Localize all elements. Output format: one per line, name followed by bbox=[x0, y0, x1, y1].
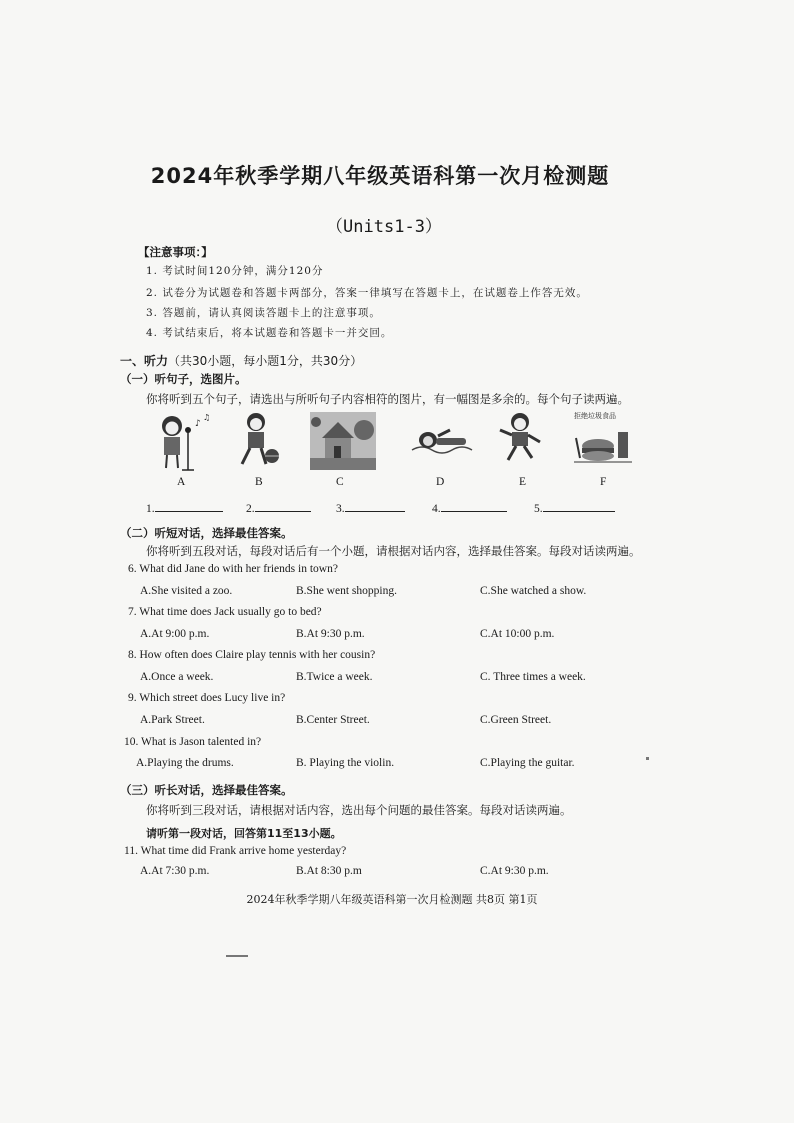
option-c[interactable]: C.She watched a show. bbox=[480, 585, 587, 597]
swimmer-icon bbox=[408, 408, 478, 472]
option-a[interactable]: A.Park Street. bbox=[140, 714, 205, 726]
answer-blank-4[interactable]: 4. bbox=[432, 499, 507, 515]
notice-item: 1. 考试时间120分钟，满分120分 bbox=[146, 265, 324, 277]
option-a[interactable]: A.At 7:30 p.m. bbox=[140, 865, 210, 877]
picture-letter: F bbox=[600, 476, 607, 488]
option-c[interactable]: C.Green Street. bbox=[480, 714, 552, 726]
answer-blank-5[interactable]: 5. bbox=[534, 499, 615, 515]
option-b[interactable]: B.At 8:30 p.m bbox=[296, 865, 362, 877]
picture-letter: C bbox=[336, 476, 344, 488]
picture-letter: A bbox=[177, 476, 186, 488]
picture-letter: D bbox=[436, 476, 445, 488]
part-1-title: （一）听句子，选图片。 bbox=[120, 372, 247, 386]
boy-basketball-icon bbox=[228, 408, 298, 472]
answer-blank-1[interactable]: 1. bbox=[146, 499, 223, 515]
question-6: 6. What did Jane do with her friends in town? bbox=[128, 563, 338, 575]
question-9: 9. Which street does Lucy live in? bbox=[128, 692, 286, 704]
option-b[interactable]: B.At 9:30 p.m. bbox=[296, 628, 365, 640]
notice-heading: 【注意事项：】 bbox=[138, 245, 213, 259]
option-a[interactable]: A.Once a week. bbox=[140, 671, 214, 683]
boy-running-icon bbox=[488, 408, 558, 472]
notice-item: 4. 考试结束后，将本试题卷和答题卡一并交回。 bbox=[146, 327, 393, 339]
house-garden-icon bbox=[308, 408, 378, 472]
question-10: 10. What is Jason talented in? bbox=[124, 736, 262, 748]
svg-text:♪: ♪ bbox=[195, 419, 201, 429]
picture-row bbox=[140, 408, 640, 472]
option-a[interactable]: A.She visited a zoo. bbox=[140, 585, 233, 597]
junk-food-icon bbox=[568, 408, 638, 472]
question-8: 8. How often does Claire play tennis with her cousin? bbox=[128, 649, 376, 661]
notice-item: 3. 答题前，请认真阅读答题卡上的注意事项。 bbox=[146, 307, 381, 319]
scan-mark bbox=[646, 757, 649, 760]
option-b[interactable]: B.She went shopping. bbox=[296, 585, 397, 597]
part-3-instruction: 你将听到三段对话，请根据对话内容，选出每个问题的最佳答案。每段对话读两遍。 bbox=[146, 803, 572, 817]
option-b[interactable]: B. Playing the violin. bbox=[296, 757, 395, 769]
section-1-title: 一、听力 bbox=[120, 354, 169, 368]
question-7: 7. What time does Jack usually go to bed? bbox=[128, 606, 322, 618]
option-c[interactable]: C.Playing the guitar. bbox=[480, 757, 575, 769]
question-11: 11. What time did Frank arrive home yesterday? bbox=[124, 845, 347, 857]
section-1-detail: （共30小题，每小题1分，共30分） bbox=[168, 354, 363, 368]
part-3-title: （三）听长对话，选择最佳答案。 bbox=[120, 783, 293, 797]
option-b[interactable]: B.Twice a week. bbox=[296, 671, 373, 683]
picture-letter: E bbox=[519, 476, 527, 488]
page-title: 2024年秋季学期八年级英语科第一次月检测题 bbox=[150, 164, 610, 188]
section-1-heading bbox=[120, 352, 362, 369]
answer-blank-2[interactable]: 2. bbox=[246, 499, 311, 515]
option-a[interactable]: A.At 9:00 p.m. bbox=[140, 628, 210, 640]
notice-item: 2. 试卷分为试题卷和答题卡两部分，答案一律填写在答题卡上，在试题卷上作答无效。 bbox=[146, 287, 588, 299]
option-b[interactable]: B.Center Street. bbox=[296, 714, 370, 726]
part-2-title: （二）听短对话，选择最佳答案。 bbox=[120, 526, 293, 540]
page-footer: 2024年秋季学期八年级英语科第一次月检测题 共8页 第1页 bbox=[246, 893, 538, 906]
option-c[interactable]: C. Three times a week. bbox=[480, 671, 586, 683]
option-c[interactable]: C.At 9:30 p.m. bbox=[480, 865, 549, 877]
svg-text:♫: ♫ bbox=[203, 413, 211, 422]
girl-singing-icon bbox=[148, 408, 218, 472]
option-a[interactable]: A.Playing the drums. bbox=[136, 757, 234, 769]
junk-food-caption: 拒绝垃圾食品 bbox=[574, 412, 616, 420]
part-2-instruction: 你将听到五段对话，每段对话后有一个小题，请根据对话内容，选择最佳答案。每段对话读两遍。 bbox=[146, 544, 641, 558]
scan-mark bbox=[226, 955, 248, 957]
part-3-sub-instruction: 请听第一段对话，回答第11至13小题。 bbox=[146, 827, 342, 840]
answer-blank-3[interactable]: 3. bbox=[336, 499, 405, 515]
part-1-instruction: 你将听到五个句子，请选出与所听句子内容相符的图片，有一幅图是多余的。每个句子读两遍。 bbox=[146, 392, 629, 406]
picture-letter: B bbox=[255, 476, 263, 488]
page-subtitle: （Units1-3） bbox=[326, 217, 442, 237]
option-c[interactable]: C.At 10:00 p.m. bbox=[480, 628, 555, 640]
